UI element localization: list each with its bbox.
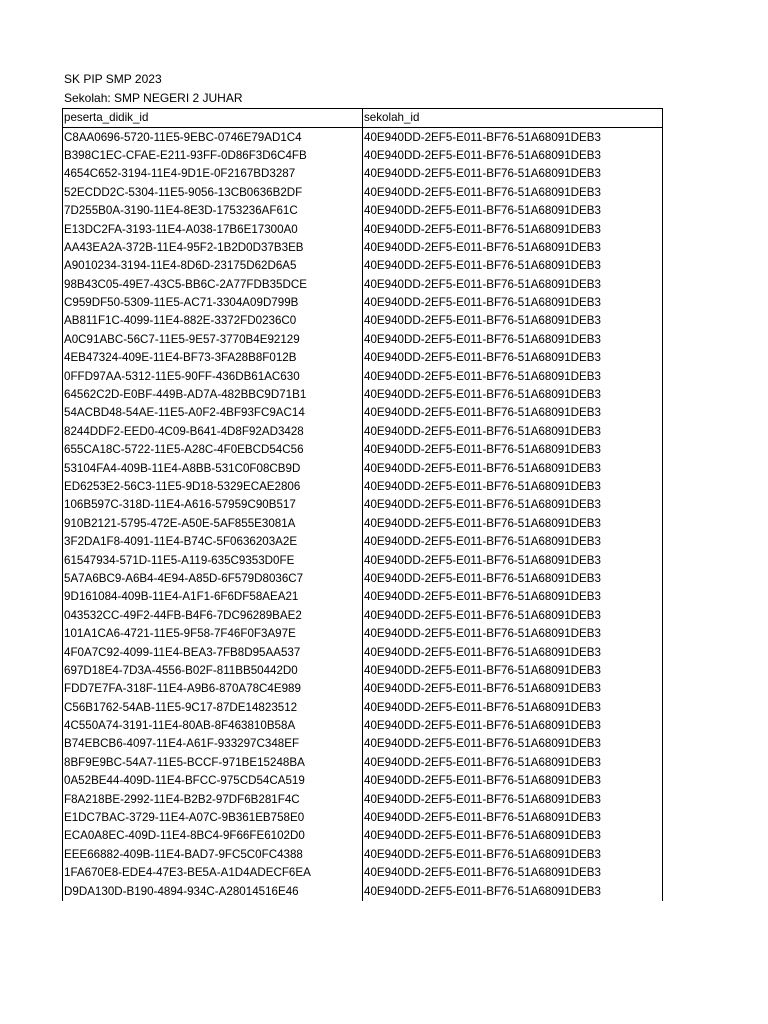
cell-peserta-didik-id: AA43EA2A-372B-11E4-95F2-1B2D0D37B3EB [63,239,363,257]
cell-peserta-didik-id: 4654C652-3194-11E4-9D1E-0F2167BD3287 [63,165,363,183]
table-row [63,386,663,404]
cell-peserta-didik-id: C8AA0696-5720-11E5-9EBC-0746E79AD1C4 [63,128,363,147]
school-line: Sekolah: SMP NEGERI 2 JUHAR [64,91,243,105]
cell-sekolah-id: 40E940DD-2EF5-E011-BF76-51A68091DEB3 [363,827,663,845]
cell-peserta-didik-id: 1FA670E8-EDE4-47E3-BE5A-A1D4ADECF6EA [63,864,363,882]
cell-sekolah-id: 40E940DD-2EF5-E011-BF76-51A68091DEB3 [363,882,663,900]
table-row [63,367,663,385]
table-body [63,128,663,901]
table-row [63,551,663,569]
cell-sekolah-id: 40E940DD-2EF5-E011-BF76-51A68091DEB3 [363,607,663,625]
table-row [63,827,663,845]
cell-sekolah-id: 40E940DD-2EF5-E011-BF76-51A68091DEB3 [363,772,663,790]
table-row [63,607,663,625]
document-title: SK PIP SMP 2023 [64,72,162,86]
cell-peserta-didik-id: 7D255B0A-3190-11E4-8E3D-1753236AF61C [63,202,363,220]
table-row [63,423,663,441]
cell-sekolah-id: 40E940DD-2EF5-E011-BF76-51A68091DEB3 [363,864,663,882]
cell-sekolah-id: 40E940DD-2EF5-E011-BF76-51A68091DEB3 [363,349,663,367]
table-row [63,404,663,422]
cell-peserta-didik-id: 52ECDD2C-5304-11E5-9056-13CB0636B2DF [63,184,363,202]
column-header-sekolah-id: sekolah_id [363,109,663,128]
table-row [63,349,663,367]
cell-peserta-didik-id: 0FFD97AA-5312-11E5-90FF-436DB61AC630 [63,367,363,385]
cell-sekolah-id: 40E940DD-2EF5-E011-BF76-51A68091DEB3 [363,790,663,808]
table-row [63,220,663,238]
cell-peserta-didik-id: 0A52BE44-409D-11E4-BFCC-975CD54CA519 [63,772,363,790]
cell-sekolah-id: 40E940DD-2EF5-E011-BF76-51A68091DEB3 [363,312,663,330]
table-row [63,128,663,147]
cell-sekolah-id: 40E940DD-2EF5-E011-BF76-51A68091DEB3 [363,184,663,202]
table-row [63,772,663,790]
student-table [62,108,663,901]
cell-sekolah-id: 40E940DD-2EF5-E011-BF76-51A68091DEB3 [363,625,663,643]
cell-sekolah-id: 40E940DD-2EF5-E011-BF76-51A68091DEB3 [363,165,663,183]
cell-peserta-didik-id: A9010234-3194-11E4-8D6D-23175D62D6A5 [63,257,363,275]
table-row [63,294,663,312]
column-header-peserta-didik-id: peserta_didik_id [63,109,363,128]
cell-peserta-didik-id: AB811F1C-4099-11E4-882E-3372FD0236C0 [63,312,363,330]
cell-peserta-didik-id: B74EBCB6-4097-11E4-A61F-933297C348EF [63,735,363,753]
cell-sekolah-id: 40E940DD-2EF5-E011-BF76-51A68091DEB3 [363,643,663,661]
cell-sekolah-id: 40E940DD-2EF5-E011-BF76-51A68091DEB3 [363,202,663,220]
cell-sekolah-id: 40E940DD-2EF5-E011-BF76-51A68091DEB3 [363,276,663,294]
table-row [63,459,663,477]
cell-peserta-didik-id: 4C550A74-3191-11E4-80AB-8F463810B58A [63,717,363,735]
table-row [63,717,663,735]
table-row [63,478,663,496]
table-row [63,239,663,257]
cell-peserta-didik-id: 043532CC-49F2-44FB-B4F6-7DC96289BAE2 [63,607,363,625]
cell-peserta-didik-id: 54ACBD48-54AE-11E5-A0F2-4BF93FC9AC14 [63,404,363,422]
cell-sekolah-id: 40E940DD-2EF5-E011-BF76-51A68091DEB3 [363,294,663,312]
cell-peserta-didik-id: 64562C2D-E0BF-449B-AD7A-482BBC9D71B1 [63,386,363,404]
cell-peserta-didik-id: 9D161084-409B-11E4-A1F1-6F6DF58AEA21 [63,588,363,606]
cell-peserta-didik-id: 106B597C-318D-11E4-A616-57959C90B517 [63,496,363,514]
cell-sekolah-id: 40E940DD-2EF5-E011-BF76-51A68091DEB3 [363,423,663,441]
cell-sekolah-id: 40E940DD-2EF5-E011-BF76-51A68091DEB3 [363,588,663,606]
cell-sekolah-id: 40E940DD-2EF5-E011-BF76-51A68091DEB3 [363,239,663,257]
table-row [63,809,663,827]
cell-peserta-didik-id: B398C1EC-CFAE-E211-93FF-0D86F3D6C4FB [63,147,363,165]
table-row [63,643,663,661]
cell-peserta-didik-id: 5A7A6BC9-A6B4-4E94-A85D-6F579D8036C7 [63,570,363,588]
table-row [63,202,663,220]
cell-peserta-didik-id: 53104FA4-409B-11E4-A8BB-531C0F08CB9D [63,459,363,477]
cell-sekolah-id: 40E940DD-2EF5-E011-BF76-51A68091DEB3 [363,809,663,827]
cell-peserta-didik-id: 101A1CA6-4721-11E5-9F58-7F46F0F3A97E [63,625,363,643]
table-row [63,754,663,772]
cell-peserta-didik-id: 4EB47324-409E-11E4-BF73-3FA28B8F012B [63,349,363,367]
table-row [63,496,663,514]
table-row [63,699,663,717]
table-row [63,625,663,643]
table-header-row [63,109,663,128]
cell-sekolah-id: 40E940DD-2EF5-E011-BF76-51A68091DEB3 [363,533,663,551]
table-row [63,846,663,864]
cell-peserta-didik-id: FDD7E7FA-318F-11E4-A9B6-870A78C4E989 [63,680,363,698]
table-row [63,588,663,606]
cell-peserta-didik-id: 8244DDF2-EED0-4C09-B641-4D8F92AD3428 [63,423,363,441]
cell-sekolah-id: 40E940DD-2EF5-E011-BF76-51A68091DEB3 [363,515,663,533]
cell-sekolah-id: 40E940DD-2EF5-E011-BF76-51A68091DEB3 [363,478,663,496]
cell-sekolah-id: 40E940DD-2EF5-E011-BF76-51A68091DEB3 [363,404,663,422]
cell-peserta-didik-id: EEE66882-409B-11E4-BAD7-9FC5C0FC4388 [63,846,363,864]
table-row [63,184,663,202]
cell-sekolah-id: 40E940DD-2EF5-E011-BF76-51A68091DEB3 [363,717,663,735]
cell-peserta-didik-id: 61547934-571D-11E5-A119-635C9353D0FE [63,551,363,569]
table-row [63,312,663,330]
table-row [63,735,663,753]
cell-peserta-didik-id: E1DC7BAC-3729-11E4-A07C-9B361EB758E0 [63,809,363,827]
cell-sekolah-id: 40E940DD-2EF5-E011-BF76-51A68091DEB3 [363,551,663,569]
cell-peserta-didik-id: 910B2121-5795-472E-A50E-5AF855E3081A [63,515,363,533]
cell-sekolah-id: 40E940DD-2EF5-E011-BF76-51A68091DEB3 [363,699,663,717]
cell-peserta-didik-id: D9DA130D-B190-4894-934C-A28014516E46 [63,882,363,900]
table-row [63,165,663,183]
cell-sekolah-id: 40E940DD-2EF5-E011-BF76-51A68091DEB3 [363,220,663,238]
cell-sekolah-id: 40E940DD-2EF5-E011-BF76-51A68091DEB3 [363,367,663,385]
table-row [63,662,663,680]
table-row [63,257,663,275]
cell-peserta-didik-id: C56B1762-54AB-11E5-9C17-87DE14823512 [63,699,363,717]
cell-sekolah-id: 40E940DD-2EF5-E011-BF76-51A68091DEB3 [363,754,663,772]
table-row [63,515,663,533]
cell-sekolah-id: 40E940DD-2EF5-E011-BF76-51A68091DEB3 [363,386,663,404]
cell-peserta-didik-id: ECA0A8EC-409D-11E4-8BC4-9F66FE6102D0 [63,827,363,845]
cell-sekolah-id: 40E940DD-2EF5-E011-BF76-51A68091DEB3 [363,570,663,588]
cell-sekolah-id: 40E940DD-2EF5-E011-BF76-51A68091DEB3 [363,331,663,349]
cell-peserta-didik-id: A0C91ABC-56C7-11E5-9E57-3770B4E92129 [63,331,363,349]
cell-sekolah-id: 40E940DD-2EF5-E011-BF76-51A68091DEB3 [363,662,663,680]
table-row [63,441,663,459]
cell-peserta-didik-id: ED6253E2-56C3-11E5-9D18-5329ECAE2806 [63,478,363,496]
cell-peserta-didik-id: 8BF9E9BC-54A7-11E5-BCCF-971BE15248BA [63,754,363,772]
cell-sekolah-id: 40E940DD-2EF5-E011-BF76-51A68091DEB3 [363,459,663,477]
table-row [63,864,663,882]
cell-sekolah-id: 40E940DD-2EF5-E011-BF76-51A68091DEB3 [363,257,663,275]
table-row [63,276,663,294]
cell-sekolah-id: 40E940DD-2EF5-E011-BF76-51A68091DEB3 [363,680,663,698]
cell-sekolah-id: 40E940DD-2EF5-E011-BF76-51A68091DEB3 [363,735,663,753]
cell-sekolah-id: 40E940DD-2EF5-E011-BF76-51A68091DEB3 [363,441,663,459]
table-row [63,570,663,588]
cell-peserta-didik-id: 655CA18C-5722-11E5-A28C-4F0EBCD54C56 [63,441,363,459]
cell-peserta-didik-id: 697D18E4-7D3A-4556-B02F-811BB50442D0 [63,662,363,680]
table-row [63,331,663,349]
table-row [63,533,663,551]
cell-sekolah-id: 40E940DD-2EF5-E011-BF76-51A68091DEB3 [363,846,663,864]
cell-peserta-didik-id: F8A218BE-2992-11E4-B2B2-97DF6B281F4C [63,790,363,808]
cell-peserta-didik-id: 4F0A7C92-4099-11E4-BEA3-7FB8D95AA537 [63,643,363,661]
cell-sekolah-id: 40E940DD-2EF5-E011-BF76-51A68091DEB3 [363,128,663,147]
table-row [63,882,663,900]
cell-peserta-didik-id: E13DC2FA-3193-11E4-A038-17B6E17300A0 [63,220,363,238]
cell-peserta-didik-id: 98B43C05-49E7-43C5-BB6C-2A77FDB35DCE [63,276,363,294]
table-row [63,790,663,808]
cell-peserta-didik-id: C959DF50-5309-11E5-AC71-3304A09D799B [63,294,363,312]
cell-sekolah-id: 40E940DD-2EF5-E011-BF76-51A68091DEB3 [363,496,663,514]
table-row [63,680,663,698]
table-row [63,147,663,165]
cell-peserta-didik-id: 3F2DA1F8-4091-11E4-B74C-5F0636203A2E [63,533,363,551]
cell-sekolah-id: 40E940DD-2EF5-E011-BF76-51A68091DEB3 [363,147,663,165]
